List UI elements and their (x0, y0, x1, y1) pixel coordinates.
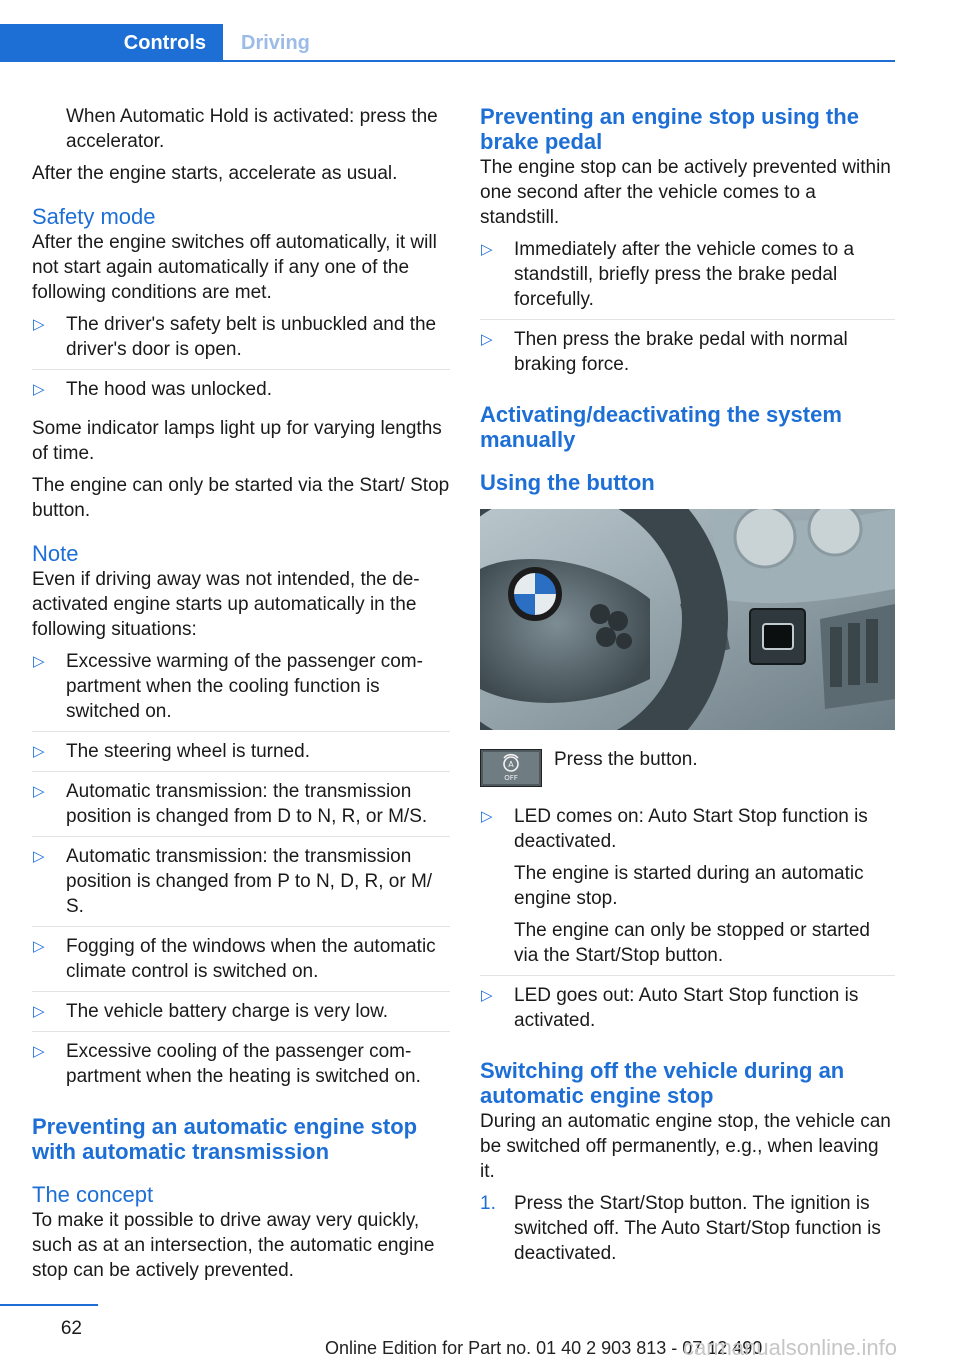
bullet-triangle-icon: ▷ (481, 241, 493, 258)
list-item: ▷ Immediately after the vehicle comes to a standstill, briefly press the brake pedal forcefully. (480, 237, 895, 320)
bullet-triangle-icon: ▷ (33, 653, 45, 670)
step-number: 1. (480, 1193, 496, 1214)
led-on-sub-text: The engine can only be stopped or started via the Start/Stop button. (514, 920, 870, 966)
automatic-hold-step: When Automatic Hold is activated: press the accelerator. (66, 106, 438, 152)
press-button-row (480, 747, 895, 791)
bullet-triangle-icon: ▷ (33, 1003, 45, 1020)
footer-rule (0, 1304, 98, 1306)
list-item: ▷ The driver's safety belt is unbuckled and the driver's door is open. (32, 312, 450, 370)
press-button-text: Press the button. (554, 749, 698, 770)
list-item: ▷ The vehicle battery charge is very low. (32, 999, 450, 1032)
note-situations-list (32, 649, 450, 1096)
button-off-label: OFF (504, 774, 518, 782)
indicator-lamps-text: Some indicator lamps light up for varying lengths of time. (32, 418, 442, 464)
dashboard-photo (480, 509, 895, 730)
section-tabbar (0, 24, 895, 62)
svg-text:A: A (508, 760, 514, 769)
list-item: ▷ The hood was unlocked. (33, 379, 272, 400)
auto-start-stop-button-icon[interactable] (480, 749, 542, 787)
bullet-triangle-icon: ▷ (481, 987, 493, 1004)
list-item: ▷ LED comes on: Auto Start Stop function is deactivated. The engine is started during an automatic engine stop. The engine can only be stopped or started via the Start/Stop button. (480, 804, 895, 976)
bullet-triangle-icon: ▷ (33, 848, 45, 865)
list-item: 1. Press the Start/Stop button. The ignition is switched off. The Auto Start/Stop function is deactivated. (480, 1193, 881, 1264)
list-item: ▷ Fogging of the windows when the automatic climate control is switched on. (32, 934, 450, 992)
page-number: 62 (60, 1318, 82, 1339)
list-item: ▷ LED goes out: Auto Start Stop function is activated. (481, 985, 859, 1031)
brake-pedal-heading: Preventing an engine stop using the brake pedal (480, 104, 859, 154)
note-text: Even if driving away was not intended, the de-activated engine starts up automatically in the following situations: (32, 569, 420, 640)
note-heading: Note (32, 541, 79, 566)
switch-off-heading: Switching off the vehicle during an automatic engine stop (480, 1058, 845, 1108)
manual-activation-heading: Activating/deactivating the system manually (480, 402, 842, 452)
edition-text: Online Edition for Part no. 01 40 2 903 813 - 07 12 490 (325, 1338, 763, 1358)
list-item: ▷ The steering wheel is turned. (32, 739, 450, 772)
list-item: ▷ Excessive warming of the passenger com-partment when the cooling function is switched on. (32, 649, 450, 732)
list-item: ▷ Then press the brake pedal with normal braking force. (481, 329, 848, 375)
bullet-triangle-icon: ▷ (33, 743, 45, 760)
bullet-triangle-icon: ▷ (33, 783, 45, 800)
led-on-sub-text: The engine is started during an automatic engine stop. (514, 863, 864, 909)
list-item: ▷ Automatic transmission: the transmission position is changed from D to N, R, or M/S. (32, 779, 450, 837)
bullet-triangle-icon: ▷ (481, 331, 493, 348)
prevent-stop-heading: Preventing an automatic engine stop with automatic transmission (32, 1114, 418, 1164)
bullet-triangle-icon: ▷ (33, 381, 45, 398)
switch-off-steps (480, 1191, 895, 1266)
tab-driving[interactable]: Driving (241, 32, 310, 54)
brake-steps-list (480, 237, 895, 384)
list-item: ▷ Automatic transmission: the transmission position is changed from P to N, D, R, or M/ S. (32, 844, 450, 927)
list-item: ▷ Excessive cooling of the passenger com-partment when the heating is switched on. (33, 1041, 421, 1087)
after-start-text: After the engine starts, accelerate as usual. (32, 163, 398, 184)
concept-heading: The concept (32, 1182, 154, 1207)
using-button-heading: Using the button (480, 470, 655, 495)
concept-text: To make it possible to drive away very quickly, such as at an intersection, the automatic engine stop can be actively prevented. (32, 1210, 435, 1281)
bullet-triangle-icon: ▷ (33, 938, 45, 955)
right-column (480, 104, 895, 1273)
bullet-triangle-icon: ▷ (481, 808, 493, 825)
watermark-text: carmanualsonline.info (683, 1335, 898, 1360)
safety-mode-text: After the engine switches off automatically, it will not start again automatically if any one of the following conditions are met. (32, 232, 437, 303)
brake-pedal-text: The engine stop can be actively prevented within one second after the vehicle comes to a standstill. (480, 157, 891, 228)
bullet-triangle-icon: ▷ (33, 1043, 45, 1060)
start-stop-only-text: The engine can only be started via the Start/ Stop button. (32, 475, 450, 521)
led-states-list (480, 804, 895, 1040)
switch-off-text: During an automatic engine stop, the vehicle can be switched off permanently, e.g., when leaving it. (480, 1111, 891, 1182)
bullet-triangle-icon: ▷ (33, 316, 45, 333)
left-column (32, 104, 450, 1290)
safety-mode-heading: Safety mode (32, 204, 156, 229)
safety-conditions-list (32, 312, 450, 409)
tab-controls[interactable]: Controls (0, 24, 223, 62)
